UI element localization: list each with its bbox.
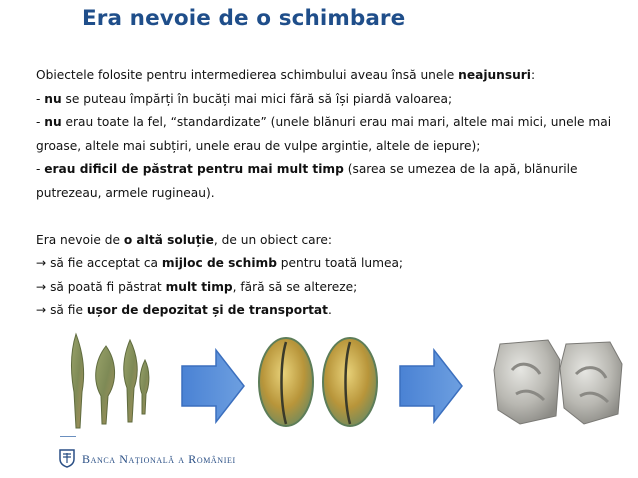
text-line: - nu erau toate la fel, “standardizate” (unele blănuri erau mai mari, altele mai mici, unele mai xyxy=(36,115,612,129)
text-line: Obiectele folosite pentru intermedierea schimbului aveau însă unele neajunsuri: xyxy=(36,68,536,82)
text-line: putrezeau, armele rugineau). xyxy=(36,185,215,200)
right-arrow-icon xyxy=(400,350,462,422)
page-title: Era nevoie de o schimbare xyxy=(82,6,406,31)
text-line: Era nevoie de o altă soluție, de un obiect care: xyxy=(36,232,333,247)
body-text xyxy=(36,64,632,323)
silver-coins-image xyxy=(494,340,622,424)
text-line: groase, altele mai subțiri, unele erau de vulpe argintie, altele de iepure); xyxy=(36,138,481,153)
illustration-row xyxy=(0,330,638,430)
cowrie-shells-image xyxy=(259,338,377,426)
bronze-arrowheads-image xyxy=(72,334,149,428)
bank-name: Banca Națională a României xyxy=(82,452,236,466)
text-line: → să fie acceptat ca mijloc de schimb pentru toată lumea; xyxy=(36,256,404,270)
text-line: → să fie ușor de depozitat și de transportat. xyxy=(36,303,332,317)
bank-crest-icon xyxy=(58,448,76,468)
right-arrow-icon xyxy=(182,350,244,422)
footer-divider xyxy=(60,436,76,437)
text-line: - erau dificil de păstrat pentru mai mult timp (sarea se umezea de la apă, blănurile xyxy=(36,162,578,176)
text-line: - nu se puteau împărți în bucăți mai mici fără să își piardă valoarea; xyxy=(36,91,453,106)
text-line: → să poată fi păstrat mult timp, fără să se altereze; xyxy=(36,279,358,294)
